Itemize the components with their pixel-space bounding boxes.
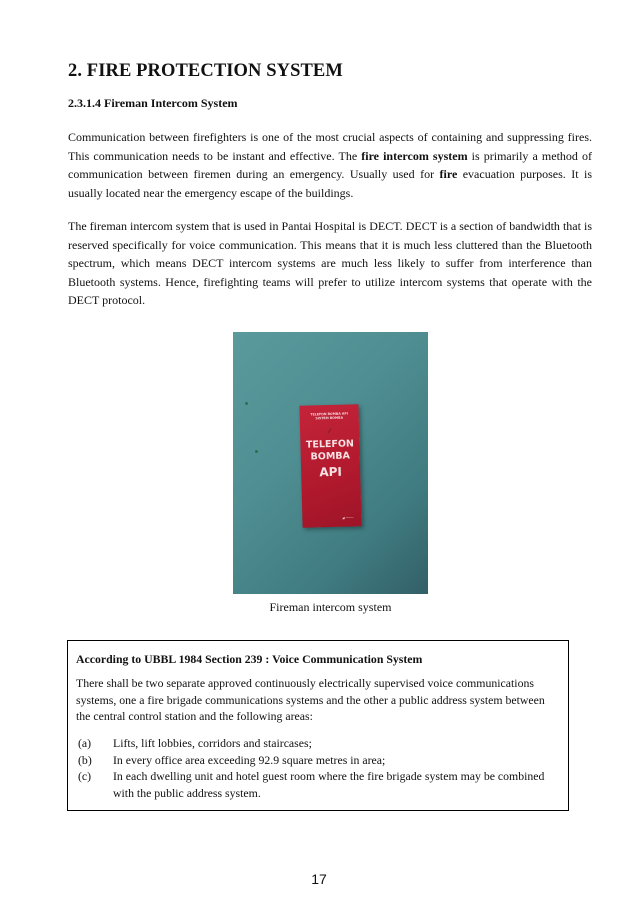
paragraph-intro-text-1: Communication between firefighters is one of the most crucial aspects of containing and suppressing fires. This communication needs to be instant and effective. The [68,130,592,163]
paragraph-intro-bold-1: fire intercom system [361,148,468,163]
subsection-heading: 2.3.1.4 Fireman Intercom System [68,96,238,110]
intercom-photo [233,332,428,594]
sign-small-text: TELEFON BOMBA API SISTEM BOMBA [310,411,348,421]
sign-line-api: API [319,464,343,480]
regulation-list [78,735,562,801]
list-item [78,768,562,801]
paragraph-intro-text-2: is primarily a method of communication between firemen during an emergency. Usually used for [68,148,592,182]
sign-logo: ◢ ──── [342,515,354,520]
list-item-text: Lifts, lift lobbies, corridors and staircases; [113,736,312,750]
sign-line-telefon: TELEFON [305,438,355,451]
paragraph-intro [68,128,592,202]
wall-spot [245,402,248,405]
paragraph-dect: The fireman intercom system that is used in Pantai Hospital is DECT. DECT is a section of bandwidth that is reserved specifically for voice communication. This means that it is much less cluttered than the Bluetooth spectrum, which means DECT intercom systems are much less likely to suffer from interference than Bluetooth systems. Hence, firefighting teams will prefer to utilize intercom systems that operate with the DECT protocol. [68,219,592,308]
list-item [78,752,562,769]
paragraph-intro-bold-2: fire [439,167,458,182]
regulation-body: There shall be two separate approved continuously electrically supervised voice communications systems, one a fire brigade communications systems and the other a public address system between the central control station and the following areas: [76,676,545,723]
list-item-label: (b) [78,752,92,767]
list-item-label: (c) [78,769,92,783]
list-item [78,735,562,752]
list-item-label: (a) [78,736,92,750]
page-number: 17 [311,871,327,887]
regulation-title: According to UBBL 1984 Section 239 : Voice Communication System [76,652,423,666]
sign-line-bomba: BOMBA [310,450,351,463]
telefon-bomba-sign [299,404,361,528]
section-heading: 2. FIRE PROTECTION SYSTEM [68,61,343,81]
regulation-box [67,640,569,811]
list-item-text: In each dwelling unit and hotel guest room where the fire brigade system may be combined with the public address system. [113,769,545,800]
photo-caption: Fireman intercom system [269,600,392,614]
paragraph-intro-text-3: evacuation purposes. It is usually located near the emergency escape of the buildings. [68,167,593,200]
wall-spot [255,450,258,453]
sign-mark: ⁄ [328,427,331,436]
list-item-text: In every office area exceeding 92.9 square metres in area; [113,752,386,767]
